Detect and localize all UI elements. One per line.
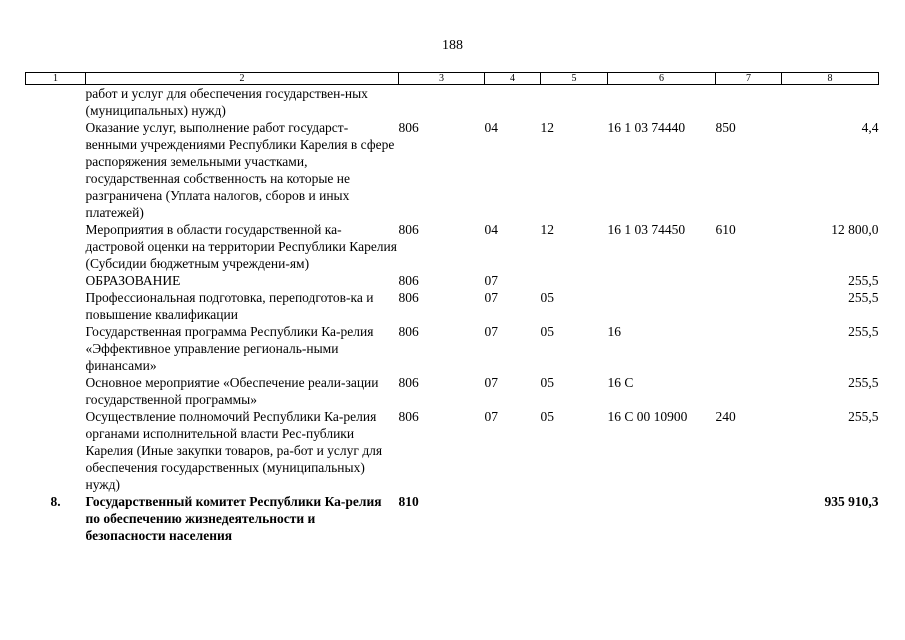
- row-number: [26, 221, 86, 272]
- column-number-row: [26, 73, 879, 85]
- row-pr: 05: [540, 290, 554, 305]
- row-csr: 16 С: [607, 375, 634, 390]
- row-pr: [541, 85, 608, 120]
- row-name: Профессиональная подготовка, переподготов-ка и повышение квалификации: [85, 290, 374, 322]
- row-ved: 806: [398, 222, 419, 237]
- row-vr: 850: [715, 120, 736, 135]
- row-rz: [485, 85, 541, 120]
- row-name: Мероприятия в области государственной ка-дастровой оценки на территории Республики Карелия (Субсидии бюджетным учреждени-ям): [85, 222, 397, 271]
- row-ved: 806: [398, 324, 419, 339]
- row-rz: 07: [484, 273, 498, 288]
- column-header: 2: [86, 73, 399, 85]
- row-pr: [541, 272, 608, 289]
- row-vr: [716, 289, 782, 323]
- table-row: [26, 119, 879, 221]
- row-sum: 255,5: [848, 273, 879, 288]
- column-header: 3: [399, 73, 485, 85]
- row-name: работ и услуг для обеспечения государствен-ных (муниципальных) нужд): [85, 86, 368, 118]
- row-number: [26, 323, 86, 374]
- table-row: [26, 85, 879, 120]
- column-header: 8: [782, 73, 879, 85]
- table-row: [26, 493, 879, 544]
- row-ved: 806: [398, 409, 419, 424]
- row-rz: 04: [484, 222, 498, 237]
- row-rz: 07: [484, 375, 498, 390]
- row-rz: [485, 493, 541, 544]
- row-sum: 255,5: [848, 290, 879, 305]
- table-row: [26, 272, 879, 289]
- row-csr: 16 1 03 74440: [607, 120, 686, 135]
- row-vr: [716, 272, 782, 289]
- table-row: [26, 323, 879, 374]
- column-header: 6: [608, 73, 716, 85]
- row-vr: 610: [715, 222, 736, 237]
- row-sum: 255,5: [848, 324, 879, 339]
- row-csr: [608, 289, 716, 323]
- row-pr: [541, 493, 608, 544]
- row-csr: [608, 493, 716, 544]
- row-number: 8.: [50, 494, 61, 509]
- column-header: 5: [541, 73, 608, 85]
- table-row: [26, 221, 879, 272]
- row-rz: 04: [484, 120, 498, 135]
- row-ved: 806: [398, 273, 419, 288]
- column-header: 1: [26, 73, 86, 85]
- row-rz: 07: [484, 409, 498, 424]
- table-row: [26, 374, 879, 408]
- row-sum: 4,4: [861, 120, 879, 135]
- page-number: 188: [442, 38, 463, 53]
- row-number: [26, 119, 86, 221]
- budget-table: [25, 72, 879, 544]
- row-number: [26, 289, 86, 323]
- row-number: [26, 374, 86, 408]
- row-sum: [782, 85, 879, 120]
- row-name: Основное мероприятие «Обеспечение реали-зации государственной программы»: [85, 375, 379, 407]
- row-csr: 16: [607, 324, 621, 339]
- row-number: [26, 272, 86, 289]
- row-ved: [399, 85, 485, 120]
- row-pr: 12: [540, 222, 554, 237]
- row-ved: 806: [398, 375, 419, 390]
- row-number: [26, 408, 86, 493]
- row-number: [26, 85, 86, 120]
- table-row: [26, 408, 879, 493]
- row-rz: 07: [484, 290, 498, 305]
- row-sum: 12 800,0: [831, 222, 879, 237]
- row-vr: [716, 374, 782, 408]
- row-csr: 16 1 03 74450: [607, 222, 686, 237]
- row-sum: 255,5: [848, 375, 879, 390]
- row-ved: 806: [398, 120, 419, 135]
- row-sum: 255,5: [848, 409, 879, 424]
- row-pr: 05: [540, 324, 554, 339]
- row-vr: 240: [715, 409, 736, 424]
- row-pr: 05: [540, 409, 554, 424]
- row-pr: 12: [540, 120, 554, 135]
- row-ved: 810: [398, 494, 419, 509]
- row-name: Оказание услуг, выполнение работ государст-венными учреждениями Республики Карелия в сфере распоряжения земельными участками, государственная собственность на которые не разграничена (Уплата налогов, сборов и иных платежей): [85, 120, 395, 220]
- row-csr: [608, 85, 716, 120]
- row-rz: 07: [484, 324, 498, 339]
- column-header: 7: [716, 73, 782, 85]
- row-csr: [608, 272, 716, 289]
- row-name: Государственная программа Республики Ка-релия «Эффективное управление региональ-ными финансами»: [85, 324, 374, 373]
- row-name: ОБРАЗОВАНИЕ: [85, 273, 181, 288]
- row-vr: [716, 493, 782, 544]
- row-name: Осуществление полномочий Республики Ка-релия органами исполнительной власти Рес-публики Карелия (Иные закупки товаров, ра-бот и услуг для обеспечения государственных (муниципальных) нужд): [85, 409, 383, 492]
- row-vr: [716, 323, 782, 374]
- row-vr: [716, 85, 782, 120]
- row-csr: 16 С 00 10900: [607, 409, 688, 424]
- row-name: Государственный комитет Республики Ка-релия по обеспечению жизнедеятельности и безопасности населения: [85, 494, 382, 543]
- row-pr: 05: [540, 375, 554, 390]
- column-header: 4: [485, 73, 541, 85]
- row-ved: 806: [398, 290, 419, 305]
- table-body: [26, 85, 879, 545]
- row-sum: 935 910,3: [824, 494, 879, 509]
- table-row: [26, 289, 879, 323]
